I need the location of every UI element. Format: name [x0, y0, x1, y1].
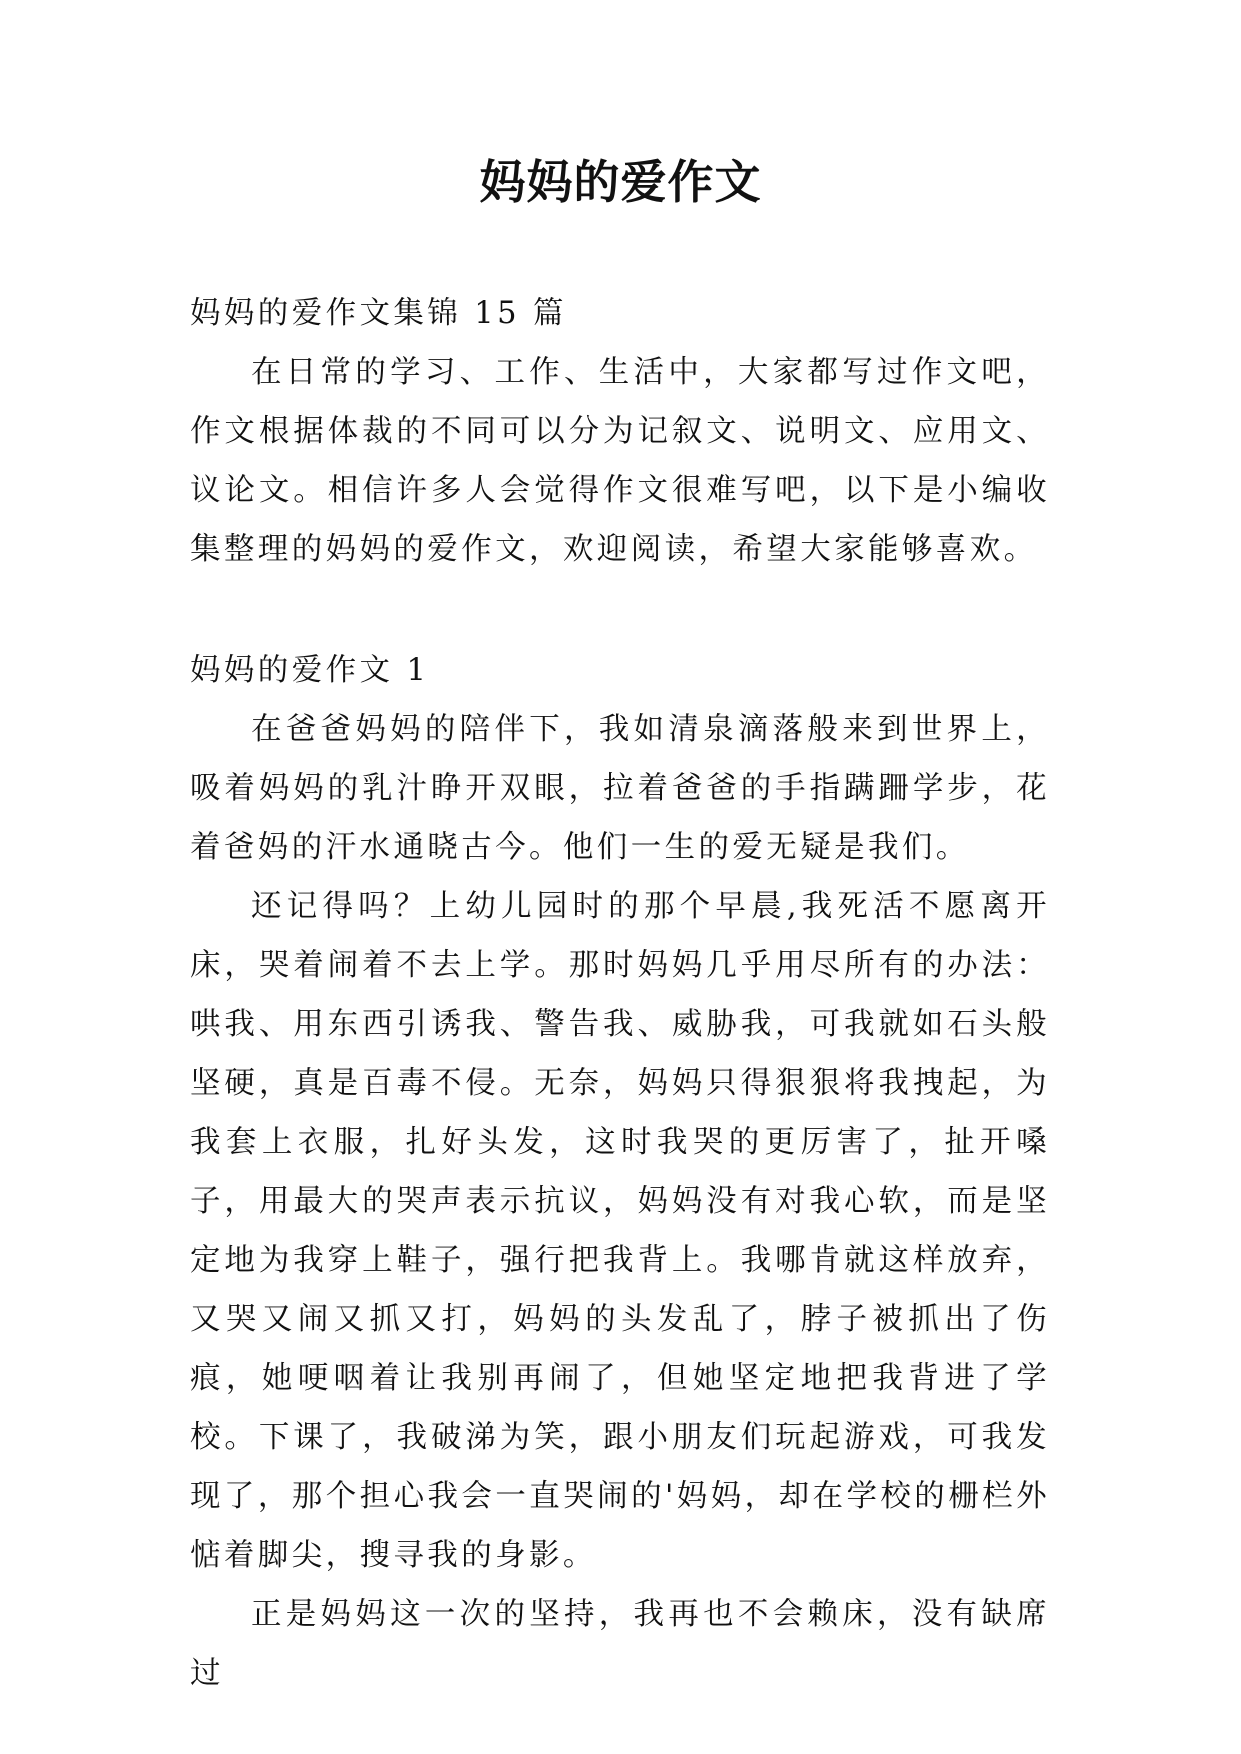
- section-spacer: [190, 579, 1050, 641]
- essay-paragraph-2: 还记得吗？上幼儿园时的那个早晨,我死活不愿离开床，哭着闹着不去上学。那时妈妈几乎用尽所有的办法：哄我、用东西引诱我、警告我、威胁我，可我就如石头般坚硬，真是百毒不侵。无奈，妈妈只得狠狠将我拽起，为我套上衣服，扎好头发，这时我哭的更厉害了，扯开嗓子，用最大的哭声表示抗议，妈妈没有对我心软，而是坚定地为我穿上鞋子，强行把我背上。我哪肯就这样放弃，又哭又闹又抓又打，妈妈的头发乱了，脖子被抓出了伤痕，她哽咽着让我别再闹了，但她坚定地把我背进了学校。下课了，我破涕为笑，跟小朋友们玩起游戏，可我发现了，那个担心我会一直哭闹的'妈妈，却在学校的栅栏外惦着脚尖，搜寻我的身影。: [190, 889, 1050, 1573]
- essay-paragraph-3: 正是妈妈这一次的坚持，我再也不会赖床，没有缺席过: [190, 1597, 1050, 1691]
- collection-heading: 妈妈的爱作文集锦 15 篇: [190, 296, 567, 331]
- essay-heading: 妈妈的爱作文 1: [190, 653, 430, 688]
- intro-paragraph: 在日常的学习、工作、生活中，大家都写过作文吧，作文根据体裁的不同可以分为记叙文、说明文、应用文、议论文。相信许多人会觉得作文很难写吧，以下是小编收集整理的妈妈的爱作文，欢迎阅读，希望大家能够喜欢。: [190, 355, 1050, 567]
- essay-paragraph-1: 在爸爸妈妈的陪伴下，我如清泉滴落般来到世界上，吸着妈妈的乳汁睁开双眼，拉着爸爸的手指蹒跚学步，花着爸妈的汗水通晓古今。他们一生的爱无疑是我们。: [190, 712, 1050, 865]
- document-body: [190, 284, 1050, 1703]
- document-title: 妈妈的爱作文: [479, 155, 762, 209]
